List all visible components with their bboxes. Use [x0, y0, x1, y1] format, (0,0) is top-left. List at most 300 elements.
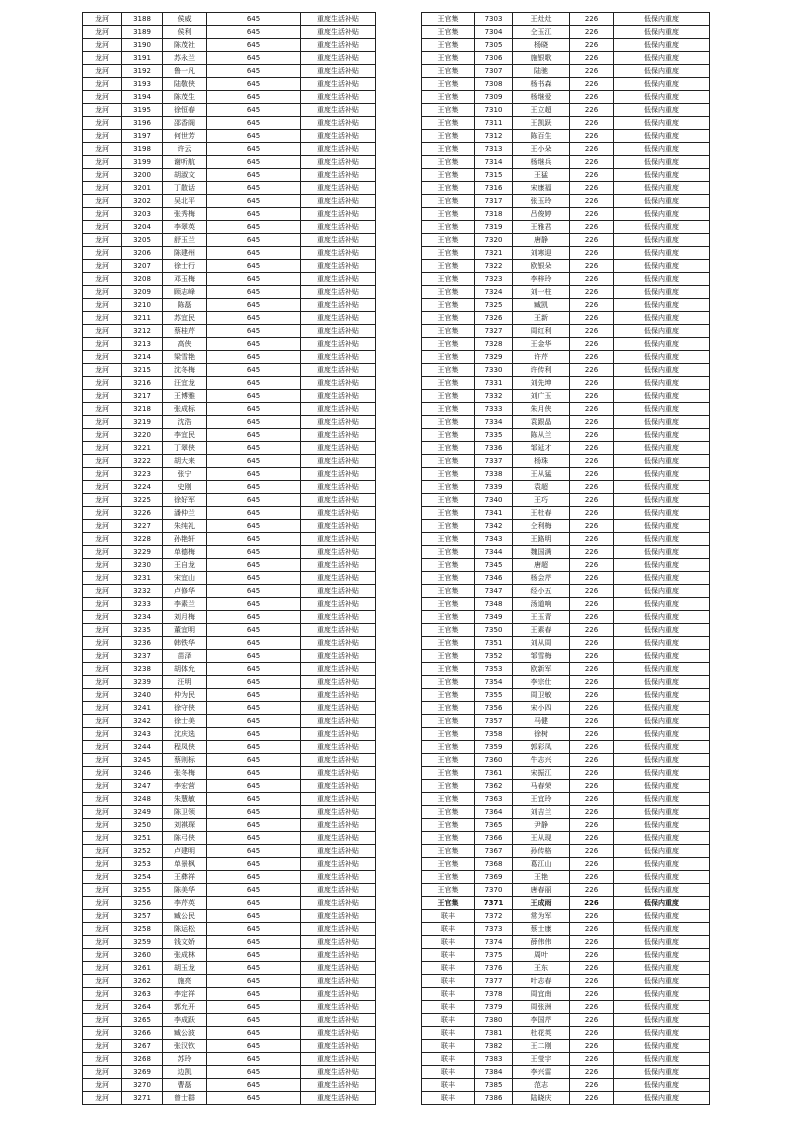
- cell-amount: 645: [207, 533, 301, 546]
- cell-name: 陆驰: [513, 65, 570, 78]
- cell-type: 低保内重度: [614, 988, 710, 1001]
- table-row: [422, 1079, 710, 1092]
- cell-type: 低保内重度: [614, 195, 710, 208]
- cell-type: 重度生活补贴: [301, 52, 376, 65]
- cell-id: 7359: [475, 741, 513, 754]
- cell-name: 魏国满: [513, 546, 570, 559]
- table-row: [422, 117, 710, 130]
- table-row: [422, 494, 710, 507]
- cell-region: 龙河: [83, 260, 122, 273]
- cell-region: 王官集: [422, 325, 475, 338]
- cell-id: 7386: [475, 1092, 513, 1105]
- cell-amount: 226: [570, 871, 614, 884]
- cell-name: 刘寒迎: [513, 247, 570, 260]
- cell-region: 王官集: [422, 104, 475, 117]
- table-row: [83, 1066, 376, 1079]
- cell-type: 低保内重度: [614, 377, 710, 390]
- table-row: [422, 585, 710, 598]
- cell-type: 低保内重度: [614, 728, 710, 741]
- cell-type: 重度生活补贴: [301, 182, 376, 195]
- cell-type: 低保内重度: [614, 949, 710, 962]
- cell-id: 3241: [122, 702, 163, 715]
- cell-type: 重度生活补贴: [301, 910, 376, 923]
- cell-amount: 645: [207, 949, 301, 962]
- cell-type: 重度生活补贴: [301, 806, 376, 819]
- cell-name: 李国芹: [513, 1014, 570, 1027]
- cell-type: 低保内重度: [614, 507, 710, 520]
- cell-amount: 226: [570, 741, 614, 754]
- table-row: [422, 130, 710, 143]
- cell-amount: 226: [570, 676, 614, 689]
- cell-region: 龙河: [83, 52, 122, 65]
- cell-name: 王自龙: [163, 559, 207, 572]
- cell-name: 王从猛: [513, 468, 570, 481]
- cell-id: 3224: [122, 481, 163, 494]
- cell-name: 王博雅: [163, 390, 207, 403]
- cell-name: 孙艳轩: [163, 533, 207, 546]
- cell-id: 3259: [122, 936, 163, 949]
- table-row: [83, 429, 376, 442]
- table-row: [83, 910, 376, 923]
- cell-name: 何世芳: [163, 130, 207, 143]
- cell-type: 低保内重度: [614, 936, 710, 949]
- cell-name: 袁跟晶: [513, 416, 570, 429]
- table-row: [422, 741, 710, 754]
- cell-amount: 645: [207, 585, 301, 598]
- cell-region: 王官集: [422, 650, 475, 663]
- cell-type: 重度生活补贴: [301, 923, 376, 936]
- cell-id: 3214: [122, 351, 163, 364]
- cell-region: 龙河: [83, 130, 122, 143]
- cell-amount: 645: [207, 156, 301, 169]
- cell-id: 7385: [475, 1079, 513, 1092]
- cell-region: 联丰: [422, 923, 475, 936]
- cell-amount: 645: [207, 507, 301, 520]
- table-row: [83, 117, 376, 130]
- cell-name: 刘月梅: [163, 611, 207, 624]
- cell-region: 龙河: [83, 923, 122, 936]
- cell-name: 徐树: [513, 728, 570, 741]
- cell-type: 重度生活补贴: [301, 819, 376, 832]
- cell-region: 龙河: [83, 364, 122, 377]
- cell-region: 王官集: [422, 247, 475, 260]
- cell-type: 重度生活补贴: [301, 884, 376, 897]
- cell-region: 王官集: [422, 884, 475, 897]
- cell-name: 丁翠侠: [163, 442, 207, 455]
- cell-id: 3237: [122, 650, 163, 663]
- table-row: [83, 663, 376, 676]
- table-row: [422, 65, 710, 78]
- cell-name: 张成标: [163, 403, 207, 416]
- table-row: [422, 936, 710, 949]
- cell-type: 重度生活补贴: [301, 1092, 376, 1105]
- cell-name: 王艳: [513, 871, 570, 884]
- cell-amount: 226: [570, 429, 614, 442]
- cell-name: 周红利: [513, 325, 570, 338]
- cell-region: 联丰: [422, 975, 475, 988]
- table-row: [422, 104, 710, 117]
- cell-id: 3225: [122, 494, 163, 507]
- table-row: [422, 169, 710, 182]
- cell-region: 龙河: [83, 156, 122, 169]
- cell-region: 王官集: [422, 364, 475, 377]
- cell-type: 低保内重度: [614, 975, 710, 988]
- cell-type: 低保内重度: [614, 793, 710, 806]
- cell-type: 低保内重度: [614, 598, 710, 611]
- cell-type: 重度生活补贴: [301, 221, 376, 234]
- cell-id: 3209: [122, 286, 163, 299]
- table-row: [83, 728, 376, 741]
- cell-amount: 645: [207, 689, 301, 702]
- cell-amount: 226: [570, 208, 614, 221]
- table-row: [83, 273, 376, 286]
- cell-amount: 226: [570, 793, 614, 806]
- cell-region: 王官集: [422, 793, 475, 806]
- table-row: [422, 234, 710, 247]
- cell-amount: 226: [570, 494, 614, 507]
- table-row: [83, 247, 376, 260]
- table-row: [422, 221, 710, 234]
- cell-amount: 226: [570, 975, 614, 988]
- cell-type: 低保内重度: [614, 455, 710, 468]
- cell-id: 7336: [475, 442, 513, 455]
- table-row: [83, 494, 376, 507]
- cell-name: 张宁: [163, 468, 207, 481]
- cell-region: 王官集: [422, 338, 475, 351]
- cell-type: 低保内重度: [614, 208, 710, 221]
- cell-region: 王官集: [422, 754, 475, 767]
- cell-region: 王官集: [422, 65, 475, 78]
- cell-name: 周卫敏: [513, 689, 570, 702]
- cell-name: 陈运松: [163, 923, 207, 936]
- cell-amount: 645: [207, 364, 301, 377]
- cell-id: 7346: [475, 572, 513, 585]
- cell-name: 苏宜民: [163, 312, 207, 325]
- table-row: [422, 676, 710, 689]
- cell-type: 重度生活补贴: [301, 13, 376, 26]
- cell-id: 7316: [475, 182, 513, 195]
- cell-id: 3189: [122, 26, 163, 39]
- cell-region: 龙河: [83, 546, 122, 559]
- table-row: [83, 78, 376, 91]
- cell-region: 龙河: [83, 377, 122, 390]
- cell-name: 王新: [513, 312, 570, 325]
- table-row: [422, 1027, 710, 1040]
- cell-id: 3193: [122, 78, 163, 91]
- cell-id: 3216: [122, 377, 163, 390]
- cell-region: 龙河: [83, 390, 122, 403]
- cell-amount: 226: [570, 988, 614, 1001]
- cell-name: 徐士行: [163, 260, 207, 273]
- table-row: [422, 1092, 710, 1105]
- cell-amount: 226: [570, 715, 614, 728]
- cell-type: 低保内重度: [614, 390, 710, 403]
- cell-region: 王官集: [422, 806, 475, 819]
- cell-amount: 226: [570, 156, 614, 169]
- table-row: [422, 910, 710, 923]
- cell-region: 龙河: [83, 416, 122, 429]
- cell-region: 王官集: [422, 390, 475, 403]
- cell-name: 王彝祥: [163, 871, 207, 884]
- cell-amount: 226: [570, 1092, 614, 1105]
- table-row: [83, 377, 376, 390]
- cell-type: 重度生活补贴: [301, 143, 376, 156]
- cell-id: 7311: [475, 117, 513, 130]
- cell-region: 龙河: [83, 832, 122, 845]
- table-row: [422, 533, 710, 546]
- cell-id: 7326: [475, 312, 513, 325]
- cell-name: 沈庆选: [163, 728, 207, 741]
- cell-region: 联丰: [422, 1066, 475, 1079]
- cell-region: 王官集: [422, 494, 475, 507]
- cell-region: 龙河: [83, 13, 122, 26]
- cell-id: 7360: [475, 754, 513, 767]
- cell-type: 重度生活补贴: [301, 494, 376, 507]
- cell-id: 7382: [475, 1040, 513, 1053]
- cell-amount: 226: [570, 806, 614, 819]
- cell-id: 7339: [475, 481, 513, 494]
- cell-amount: 645: [207, 104, 301, 117]
- cell-region: 联丰: [422, 1053, 475, 1066]
- cell-id: 3213: [122, 338, 163, 351]
- cell-name: 杨继爱: [513, 91, 570, 104]
- cell-id: 3239: [122, 676, 163, 689]
- table-row: [422, 325, 710, 338]
- cell-type: 低保内重度: [614, 65, 710, 78]
- cell-region: 王官集: [422, 572, 475, 585]
- cell-type: 重度生活补贴: [301, 1001, 376, 1014]
- cell-name: 邹延才: [513, 442, 570, 455]
- cell-type: 低保内重度: [614, 39, 710, 52]
- cell-amount: 226: [570, 702, 614, 715]
- cell-type: 低保内重度: [614, 325, 710, 338]
- table-row: [422, 949, 710, 962]
- cell-region: 王官集: [422, 611, 475, 624]
- cell-amount: 645: [207, 247, 301, 260]
- cell-amount: 645: [207, 182, 301, 195]
- cell-region: 王官集: [422, 312, 475, 325]
- cell-id: 7318: [475, 208, 513, 221]
- cell-amount: 226: [570, 13, 614, 26]
- cell-name: 李宜民: [163, 429, 207, 442]
- cell-id: 3221: [122, 442, 163, 455]
- cell-name: 徐好军: [163, 494, 207, 507]
- cell-name: 王杜春: [513, 507, 570, 520]
- cell-amount: 226: [570, 1040, 614, 1053]
- cell-name: 牛志兴: [513, 754, 570, 767]
- cell-region: 龙河: [83, 871, 122, 884]
- cell-id: 7364: [475, 806, 513, 819]
- cell-name: 朱慧敏: [163, 793, 207, 806]
- cell-region: 龙河: [83, 611, 122, 624]
- cell-id: 7381: [475, 1027, 513, 1040]
- cell-id: 3206: [122, 247, 163, 260]
- cell-id: 3215: [122, 364, 163, 377]
- cell-amount: 226: [570, 923, 614, 936]
- cell-region: 王官集: [422, 143, 475, 156]
- cell-type: 重度生活补贴: [301, 195, 376, 208]
- cell-name: 张玉玲: [513, 195, 570, 208]
- cell-region: 王官集: [422, 130, 475, 143]
- cell-name: 叶志春: [513, 975, 570, 988]
- cell-region: 联丰: [422, 936, 475, 949]
- cell-amount: 226: [570, 39, 614, 52]
- cell-region: 联丰: [422, 1079, 475, 1092]
- cell-name: 马春荣: [513, 780, 570, 793]
- cell-name: 周宜南: [513, 988, 570, 1001]
- table-row: [83, 260, 376, 273]
- cell-amount: 645: [207, 988, 301, 1001]
- cell-name: 邵香阁: [163, 117, 207, 130]
- cell-type: 低保内重度: [614, 1040, 710, 1053]
- cell-region: 龙河: [83, 1079, 122, 1092]
- cell-type: 重度生活补贴: [301, 624, 376, 637]
- cell-region: 龙河: [83, 988, 122, 1001]
- table-row: [422, 871, 710, 884]
- cell-type: 重度生活补贴: [301, 364, 376, 377]
- cell-type: 低保内重度: [614, 559, 710, 572]
- cell-amount: 645: [207, 13, 301, 26]
- table-row: [422, 845, 710, 858]
- cell-type: 低保内重度: [614, 663, 710, 676]
- cell-type: 重度生活补贴: [301, 572, 376, 585]
- cell-name: 薛伟伟: [513, 936, 570, 949]
- cell-amount: 226: [570, 390, 614, 403]
- cell-name: 胡大来: [163, 455, 207, 468]
- cell-type: 重度生活补贴: [301, 351, 376, 364]
- table-row: [83, 1001, 376, 1014]
- cell-amount: 645: [207, 325, 301, 338]
- cell-amount: 645: [207, 546, 301, 559]
- table-row: [422, 156, 710, 169]
- cell-amount: 226: [570, 689, 614, 702]
- cell-amount: 645: [207, 65, 301, 78]
- cell-id: 7331: [475, 377, 513, 390]
- cell-region: 龙河: [83, 104, 122, 117]
- cell-amount: 645: [207, 897, 301, 910]
- cell-type: 低保内重度: [614, 637, 710, 650]
- cell-amount: 645: [207, 338, 301, 351]
- cell-type: 低保内重度: [614, 468, 710, 481]
- cell-name: 陈从兰: [513, 429, 570, 442]
- cell-name: 高侠: [163, 338, 207, 351]
- cell-id: 7349: [475, 611, 513, 624]
- cell-name: 刘一柱: [513, 286, 570, 299]
- cell-amount: 226: [570, 247, 614, 260]
- cell-id: 7320: [475, 234, 513, 247]
- cell-amount: 645: [207, 702, 301, 715]
- cell-name: 朱月侠: [513, 403, 570, 416]
- table-row: [83, 143, 376, 156]
- cell-amount: 645: [207, 1053, 301, 1066]
- cell-amount: 645: [207, 442, 301, 455]
- cell-type: 重度生活补贴: [301, 416, 376, 429]
- cell-amount: 226: [570, 104, 614, 117]
- table-row: [422, 793, 710, 806]
- cell-type: 低保内重度: [614, 884, 710, 897]
- table-row: [422, 195, 710, 208]
- cell-amount: 226: [570, 754, 614, 767]
- cell-type: 低保内重度: [614, 572, 710, 585]
- cell-amount: 645: [207, 351, 301, 364]
- cell-region: 龙河: [83, 793, 122, 806]
- cell-name: 仲为民: [163, 689, 207, 702]
- cell-type: 低保内重度: [614, 312, 710, 325]
- cell-region: 王官集: [422, 845, 475, 858]
- cell-name: 臧公民: [163, 910, 207, 923]
- cell-id: 3265: [122, 1014, 163, 1027]
- table-row: [83, 169, 376, 182]
- cell-amount: 226: [570, 767, 614, 780]
- cell-id: 3229: [122, 546, 163, 559]
- cell-region: 龙河: [83, 195, 122, 208]
- cell-name: 吕俊婷: [513, 208, 570, 221]
- cell-name: 施亮: [163, 975, 207, 988]
- cell-region: 王官集: [422, 221, 475, 234]
- cell-amount: 645: [207, 520, 301, 533]
- cell-region: 龙河: [83, 806, 122, 819]
- cell-region: 王官集: [422, 507, 475, 520]
- cell-region: 龙河: [83, 338, 122, 351]
- cell-type: 低保内重度: [614, 169, 710, 182]
- cell-amount: 645: [207, 962, 301, 975]
- cell-name: 苗泽: [163, 650, 207, 663]
- cell-amount: 645: [207, 806, 301, 819]
- cell-type: 低保内重度: [614, 273, 710, 286]
- cell-id: 7352: [475, 650, 513, 663]
- cell-id: 3226: [122, 507, 163, 520]
- cell-name: 陆晓庆: [513, 1092, 570, 1105]
- cell-amount: 645: [207, 637, 301, 650]
- cell-id: 7307: [475, 65, 513, 78]
- table-row: [422, 572, 710, 585]
- cell-amount: 226: [570, 910, 614, 923]
- cell-type: 重度生活补贴: [301, 286, 376, 299]
- table-row: [83, 234, 376, 247]
- cell-id: 3236: [122, 637, 163, 650]
- cell-region: 王官集: [422, 546, 475, 559]
- cell-amount: 226: [570, 637, 614, 650]
- cell-name: 李梓玲: [513, 273, 570, 286]
- cell-name: 王二刚: [513, 1040, 570, 1053]
- cell-region: 王官集: [422, 260, 475, 273]
- cell-amount: 645: [207, 455, 301, 468]
- cell-amount: 645: [207, 260, 301, 273]
- cell-region: 龙河: [83, 520, 122, 533]
- cell-region: 王官集: [422, 351, 475, 364]
- cell-id: 7321: [475, 247, 513, 260]
- cell-amount: 645: [207, 1079, 301, 1092]
- table-row: [83, 806, 376, 819]
- cell-amount: 226: [570, 507, 614, 520]
- cell-type: 低保内重度: [614, 403, 710, 416]
- cell-id: 3255: [122, 884, 163, 897]
- cell-name: 宋小四: [513, 702, 570, 715]
- cell-region: 龙河: [83, 442, 122, 455]
- cell-id: 3234: [122, 611, 163, 624]
- cell-type: 低保内重度: [614, 429, 710, 442]
- cell-region: 龙河: [83, 325, 122, 338]
- table-row: [83, 1053, 376, 1066]
- cell-id: 3223: [122, 468, 163, 481]
- cell-type: 低保内重度: [614, 247, 710, 260]
- cell-id: 7328: [475, 338, 513, 351]
- cell-region: 联丰: [422, 949, 475, 962]
- table-row: [422, 962, 710, 975]
- cell-type: 重度生活补贴: [301, 156, 376, 169]
- cell-region: 王官集: [422, 91, 475, 104]
- cell-name: 范志: [513, 1079, 570, 1092]
